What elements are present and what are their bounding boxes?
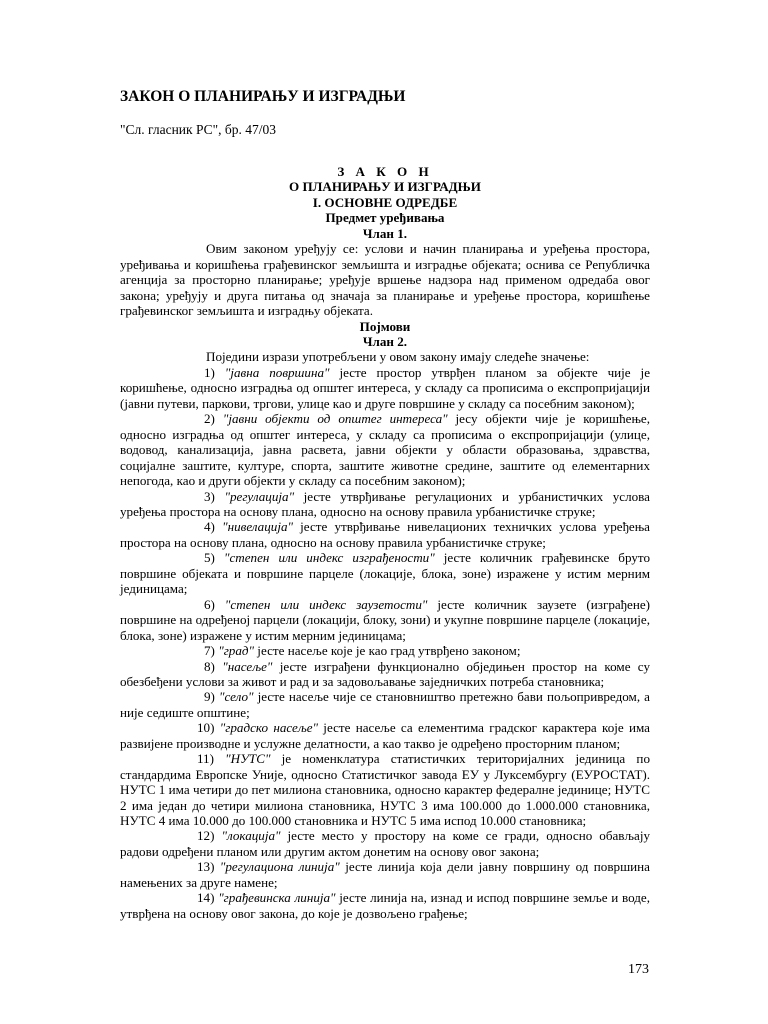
item-definition: јесте простор утврђен планом за објекте чије је коришћење, односно изградња од општег интереса, у складу са прописима о експропријацији (јавни путеви, паркови, тргови, улице као и друге површине у складу са посебним законом);	[120, 364, 650, 411]
item-definition: јесте линија која дели јавну површину од површина намењених за друге намене;	[120, 859, 650, 890]
chapter-heading: I. ОСНОВНЕ ОДРЕДБЕ	[312, 194, 458, 210]
list-item	[120, 550, 650, 596]
item-definition: јесте утврђивање нивелационих техничких услова уређења простора на основу плана, односно на основу правила урбанистичке струке;	[120, 519, 650, 550]
list-item	[120, 659, 650, 690]
item-term: "НУТС"	[225, 751, 271, 767]
article-intro: Поједини изрази употребљени у овом закону имају следеће значење:	[206, 349, 590, 365]
item-number: 12)	[197, 828, 215, 844]
item-number: 10)	[197, 720, 215, 736]
item-number: 2)	[204, 411, 215, 427]
list-item	[120, 489, 650, 520]
item-term: "градско насеље"	[219, 720, 319, 736]
list-item	[120, 689, 650, 720]
item-definition: је номенклатура статистичких територијалних јединица по стандардима Европске Уније, односно Статистичког завода ЕУ у Луксембургу (ЕУРОСТАТ). НУТС 1 има четири до пет милиона становника, односно карактер федералне јединице; НУТС 2 има један до четири милиона становника, НУТС 3 има 100.000 до 1.000.000 становника, НУТС 4 има 10.000 до 100.000 становника и НУТС 5 има испод 10.000 становника;	[120, 751, 650, 829]
item-term: "регулациона линија"	[219, 859, 340, 875]
law-word-heading: З А К О Н	[337, 164, 433, 179]
item-term: "град"	[218, 643, 255, 659]
item-number: 4)	[204, 519, 215, 535]
list-item	[120, 365, 650, 411]
item-definition: јесте утврђивање регулационих и урбанистичких услова уређења простора на основу плана, односно на основу правила урбанистичке струке;	[120, 488, 650, 519]
item-term: "нивелација"	[222, 519, 293, 535]
list-item	[120, 519, 650, 550]
article-number: Члан 1.	[362, 225, 408, 241]
item-term: "степен или индекс изграђености"	[223, 550, 435, 566]
item-number: 9)	[204, 689, 215, 705]
item-term: "локација"	[221, 828, 281, 844]
list-item	[120, 597, 650, 643]
definitions-list	[120, 365, 650, 921]
list-item	[120, 828, 650, 859]
item-number: 3)	[204, 488, 215, 504]
item-term: "јавни објекти од општег интереса"	[222, 411, 448, 427]
list-item	[120, 859, 650, 890]
item-number: 1)	[204, 364, 215, 380]
item-number: 7)	[204, 643, 215, 659]
list-item	[120, 411, 650, 488]
item-definition: јесте количник грађевинске бруто површине објеката и површине парцеле (локације, блока, зоне) изражене у истим мерним јединицама;	[120, 550, 650, 597]
list-item	[120, 751, 650, 828]
item-definition: јесте насеље које је као град утврђено законом;	[254, 643, 521, 659]
item-number: 14)	[197, 890, 215, 906]
item-term: "јавна површина"	[224, 364, 330, 380]
item-number: 11)	[197, 751, 214, 767]
item-term: "село"	[219, 689, 254, 705]
item-definition: јесу објекти чије је коришћење, односно изградња од општег интереса, у складу са прописима о експропријацији (улице, водовод, канализација, јавна расвета, јавни објекти у области образовања, здравства, социјалне заштите, културе, спорта, заштите животне средине, заштите од елементарних непогода, као и други објекти у складу са посебним законом);	[120, 411, 650, 489]
law-subject-heading: О ПЛАНИРАЊУ И ИЗГРАДЊИ	[289, 179, 481, 195]
item-number: 6)	[204, 596, 215, 612]
section-heading: Предмет уређивања	[325, 210, 445, 226]
list-item	[120, 643, 650, 658]
document-title: ЗАКОН О ПЛАНИРАЊУ И ИЗГРАДЊИ	[120, 88, 406, 105]
law-body	[120, 164, 650, 921]
page-number: 173	[628, 962, 649, 977]
item-term: "грађевинска линија"	[218, 890, 336, 906]
item-number: 13)	[197, 859, 215, 875]
section-heading: Појмови	[359, 318, 411, 334]
item-definition: јесте количник заузете (изграђене) површине на одређеној парцели (локацији, блоку, зони) и укупне површине парцеле (локације, блока, зоне) изражене у истим мерним јединицама;	[120, 596, 650, 643]
item-number: 8)	[204, 658, 215, 674]
item-definition: јесте место у простору на коме се гради, односно обављају радови одређени планом или другим актом донетим на основу овог закона;	[120, 828, 650, 859]
item-definition: јесте насеље чије се становништво претежно бави пољопривредом, а није седиште општине;	[120, 689, 650, 720]
item-term: "степен или индекс заузетости"	[224, 596, 428, 612]
gazette-reference: "Сл. гласник РС", бр. 47/03	[120, 122, 277, 137]
item-term: "насеље"	[222, 658, 273, 674]
article-number: Члан 2.	[362, 333, 408, 349]
article-paragraph: Овим законом уређују се: услови и начин планирања и уређења простора, уређивања и коришћења грађевинског земљишта и изградње објеката; оснива се Републичка агенција за просторно планирање; уређује вршење надзора над применом одредаба овог закона; уређују и друга питања од значаја за планирање и уређење простора, коришћење грађевинског земљишта и изградњу објеката.	[120, 241, 650, 319]
item-term: "регулација"	[224, 488, 295, 504]
list-item	[120, 720, 650, 751]
list-item	[120, 890, 650, 921]
item-number: 5)	[204, 550, 215, 566]
item-definition: јесте насеље са елементима градског карактера које има развијене производне и услужне делатности, а као такво је одређено просторним планом;	[120, 720, 650, 751]
item-definition: јесте линија на, изнад и испод површине земље и воде, утврђена на основу овог закона, до које је дозвољено грађење;	[120, 890, 650, 921]
item-definition: јесте изграђени функционално обједињен простор на коме су обезбеђени услови за живот и рад и за задовољавање заједничких потреба становника;	[120, 658, 650, 689]
